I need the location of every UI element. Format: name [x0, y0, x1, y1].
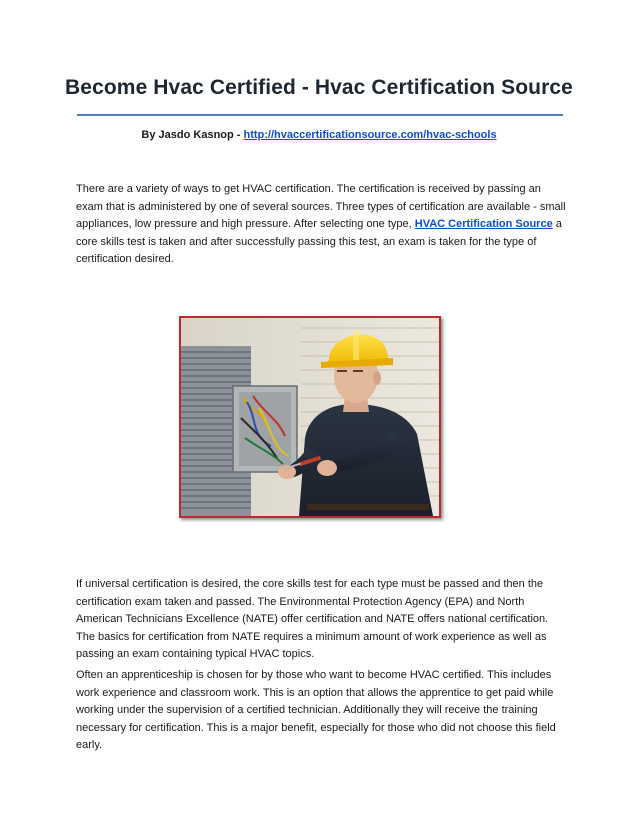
byline: [0, 129, 638, 141]
paragraph-intro-text-2: a core skills test is taken and after successfully passing this test, an exam is taken for the type of certification desired.: [76, 218, 562, 266]
title-divider: [77, 114, 563, 116]
byline-link[interactable]: http://hvaccertificationsource.com/hvac-schools: [243, 129, 497, 141]
byline-author: By Jasdo Kasnop -: [141, 129, 244, 141]
paragraph-intro-text-1: There are a variety of ways to get HVAC certification. The certification is received by passing an exam that is administered by one of several sources. Three types of certification are available - small appliances, low pressure and high pressure. After selecting one type,: [76, 183, 566, 231]
paragraph-apprenticeship: Often an apprenticeship is chosen for by those who want to become HVAC certified. This includes work experience and classroom work. This is an option that allows the apprentice to get paid while working under the supervision of a certified technician. Additionally they will receive the training necessary for certification. This is a major benefit, especially for those who did not choose this field early.: [76, 669, 556, 752]
paragraph-intro: [76, 181, 566, 269]
page-title: Become Hvac Certified - Hvac Certification Source: [65, 76, 573, 99]
paragraph-universal-certification: If universal certification is desired, the core skills test for each type must be passed and then the certification exam taken and passed. The Environmental Protection Agency (EPA) and North American Technicians Excellence (NATE) offer certification and NATE offers national certification. The basics for certification from NATE requires a minimum amount of work experience as well as passing an exam containing typical HVAC topics.: [76, 578, 549, 661]
hvac-certification-source-link[interactable]: HVAC Certification Source: [414, 218, 553, 231]
technician-photo: [179, 316, 441, 518]
